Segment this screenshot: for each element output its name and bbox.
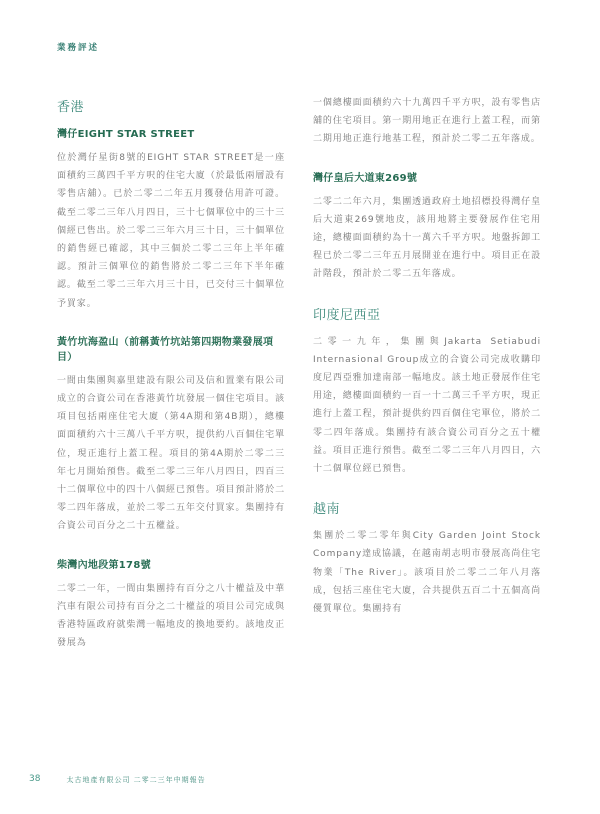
subheading-chai-wan: 柴灣內地段第178號 xyxy=(57,559,151,571)
region-heading-hong-kong: 香港 xyxy=(57,100,85,115)
region-heading-vietnam: 越南 xyxy=(313,502,341,518)
left-column xyxy=(57,96,285,672)
paragraph-eight-star-street: 位於灣仔星街8號的EIGHT STAR STREET是一座面積約三萬四千平方呎的住宅大廈（於最低兩層設有零售店舖）。已於二零二二年五月獲發佔用許可證。截至二零二三年八月四日，三十七個單位中的三十三個經已售出。於二零二三年六月三十日，三十個單位的銷售經已確認，其中三個於二零二三年上半年確認。預計三個單位的銷售將於二零二三年下半年確認。截至二零二三年六月三十日，已交付三十個單位予買家。 xyxy=(57,153,285,309)
report-title: 太古地產有限公司 二零二三年中期報告 xyxy=(66,776,206,784)
section-label: 業務評述 xyxy=(57,43,100,53)
paragraph-indonesia: 二零一九年，集團與Jakarta Setiabudi Internasional Group成立的合資公司完成收購印度尼西亞雅加達南部一幅地皮。該土地正發展作住宅用途，總樓面面積約一百一十二萬三千平方呎，現正進行上蓋工程，預計提供約四百個住宅單位，將於二零二四年落成。集團持有該合資公司百分之五十權益。項目正進行預售。截至二零二三年八月四日，六十二個單位經已預售。 xyxy=(313,336,541,475)
paragraph-wong-chuk-hang: 一間由集團與嘉里建設有限公司及信和置業有限公司成立的合資公司在香港黃竹坑發展一個住宅項目。該項目包括兩座住宅大廈（第4A期和第4B期），總樓面面積約六十三萬八千平方呎，提供約八百個住宅單位，現正進行上蓋工程。項目的第4A期於二零二三年七月開始預售。截至二零二三年八月四日，四百三十二個單位中的四十八個經已預售。項目預計將於二零二四年落成，並於二零二五年交付買家。集團持有合資公司百分之二十五權益。 xyxy=(57,375,285,532)
subheading-eight-star-street: 灣仔EIGHT STAR STREET xyxy=(57,129,195,140)
paragraph-vietnam: 集團於二零二零年與City Garden Joint Stock Company達成協議，在越南胡志明市發展高尚住宅物業「The River」。該項目於二零二二年八月落成，包括三座住宅大廈，合共提供五百二十五個高尚優質單位。集團持有 xyxy=(313,531,541,615)
page-number: 38 xyxy=(29,774,41,784)
region-heading-indonesia: 印度尼西亞 xyxy=(313,307,381,323)
paragraph-queens-road-east: 二零二二年六月，集團透過政府土地招標投得灣仔皇后大道東269號地皮，該用地將主要發展作住宅用途，總樓面面積約為十一萬六千平方呎。地盤拆卸工程已於二零二三年五月展開並在進行中。項目正在設計階段，預計於二零二五年落成。 xyxy=(313,196,541,280)
right-column xyxy=(313,94,541,638)
paragraph-chai-wan: 二零二一年，一間由集團持有百分之八十權益及中華汽車有限公司持有百分之二十權益的項目公司完成與香港特區政府就柴灣一幅地皮的換地要約。該地皮正發展為 xyxy=(57,583,285,649)
page-footer xyxy=(29,774,206,785)
subheading-queens-road-east: 灣仔皇后大道東269號 xyxy=(313,172,418,184)
paragraph-chai-wan-continued: 一個總樓面面積約六十九萬四千平方呎，設有零售店舖的住宅項目。第一期用地正在進行上蓋工程，而第二期用地正進行地基工程，預計於二零二五年落成。 xyxy=(313,98,541,145)
subheading-wong-chuk-hang: 黃竹坑海盈山（前稱黃竹坑站第四期物業發展項目） xyxy=(57,336,274,363)
